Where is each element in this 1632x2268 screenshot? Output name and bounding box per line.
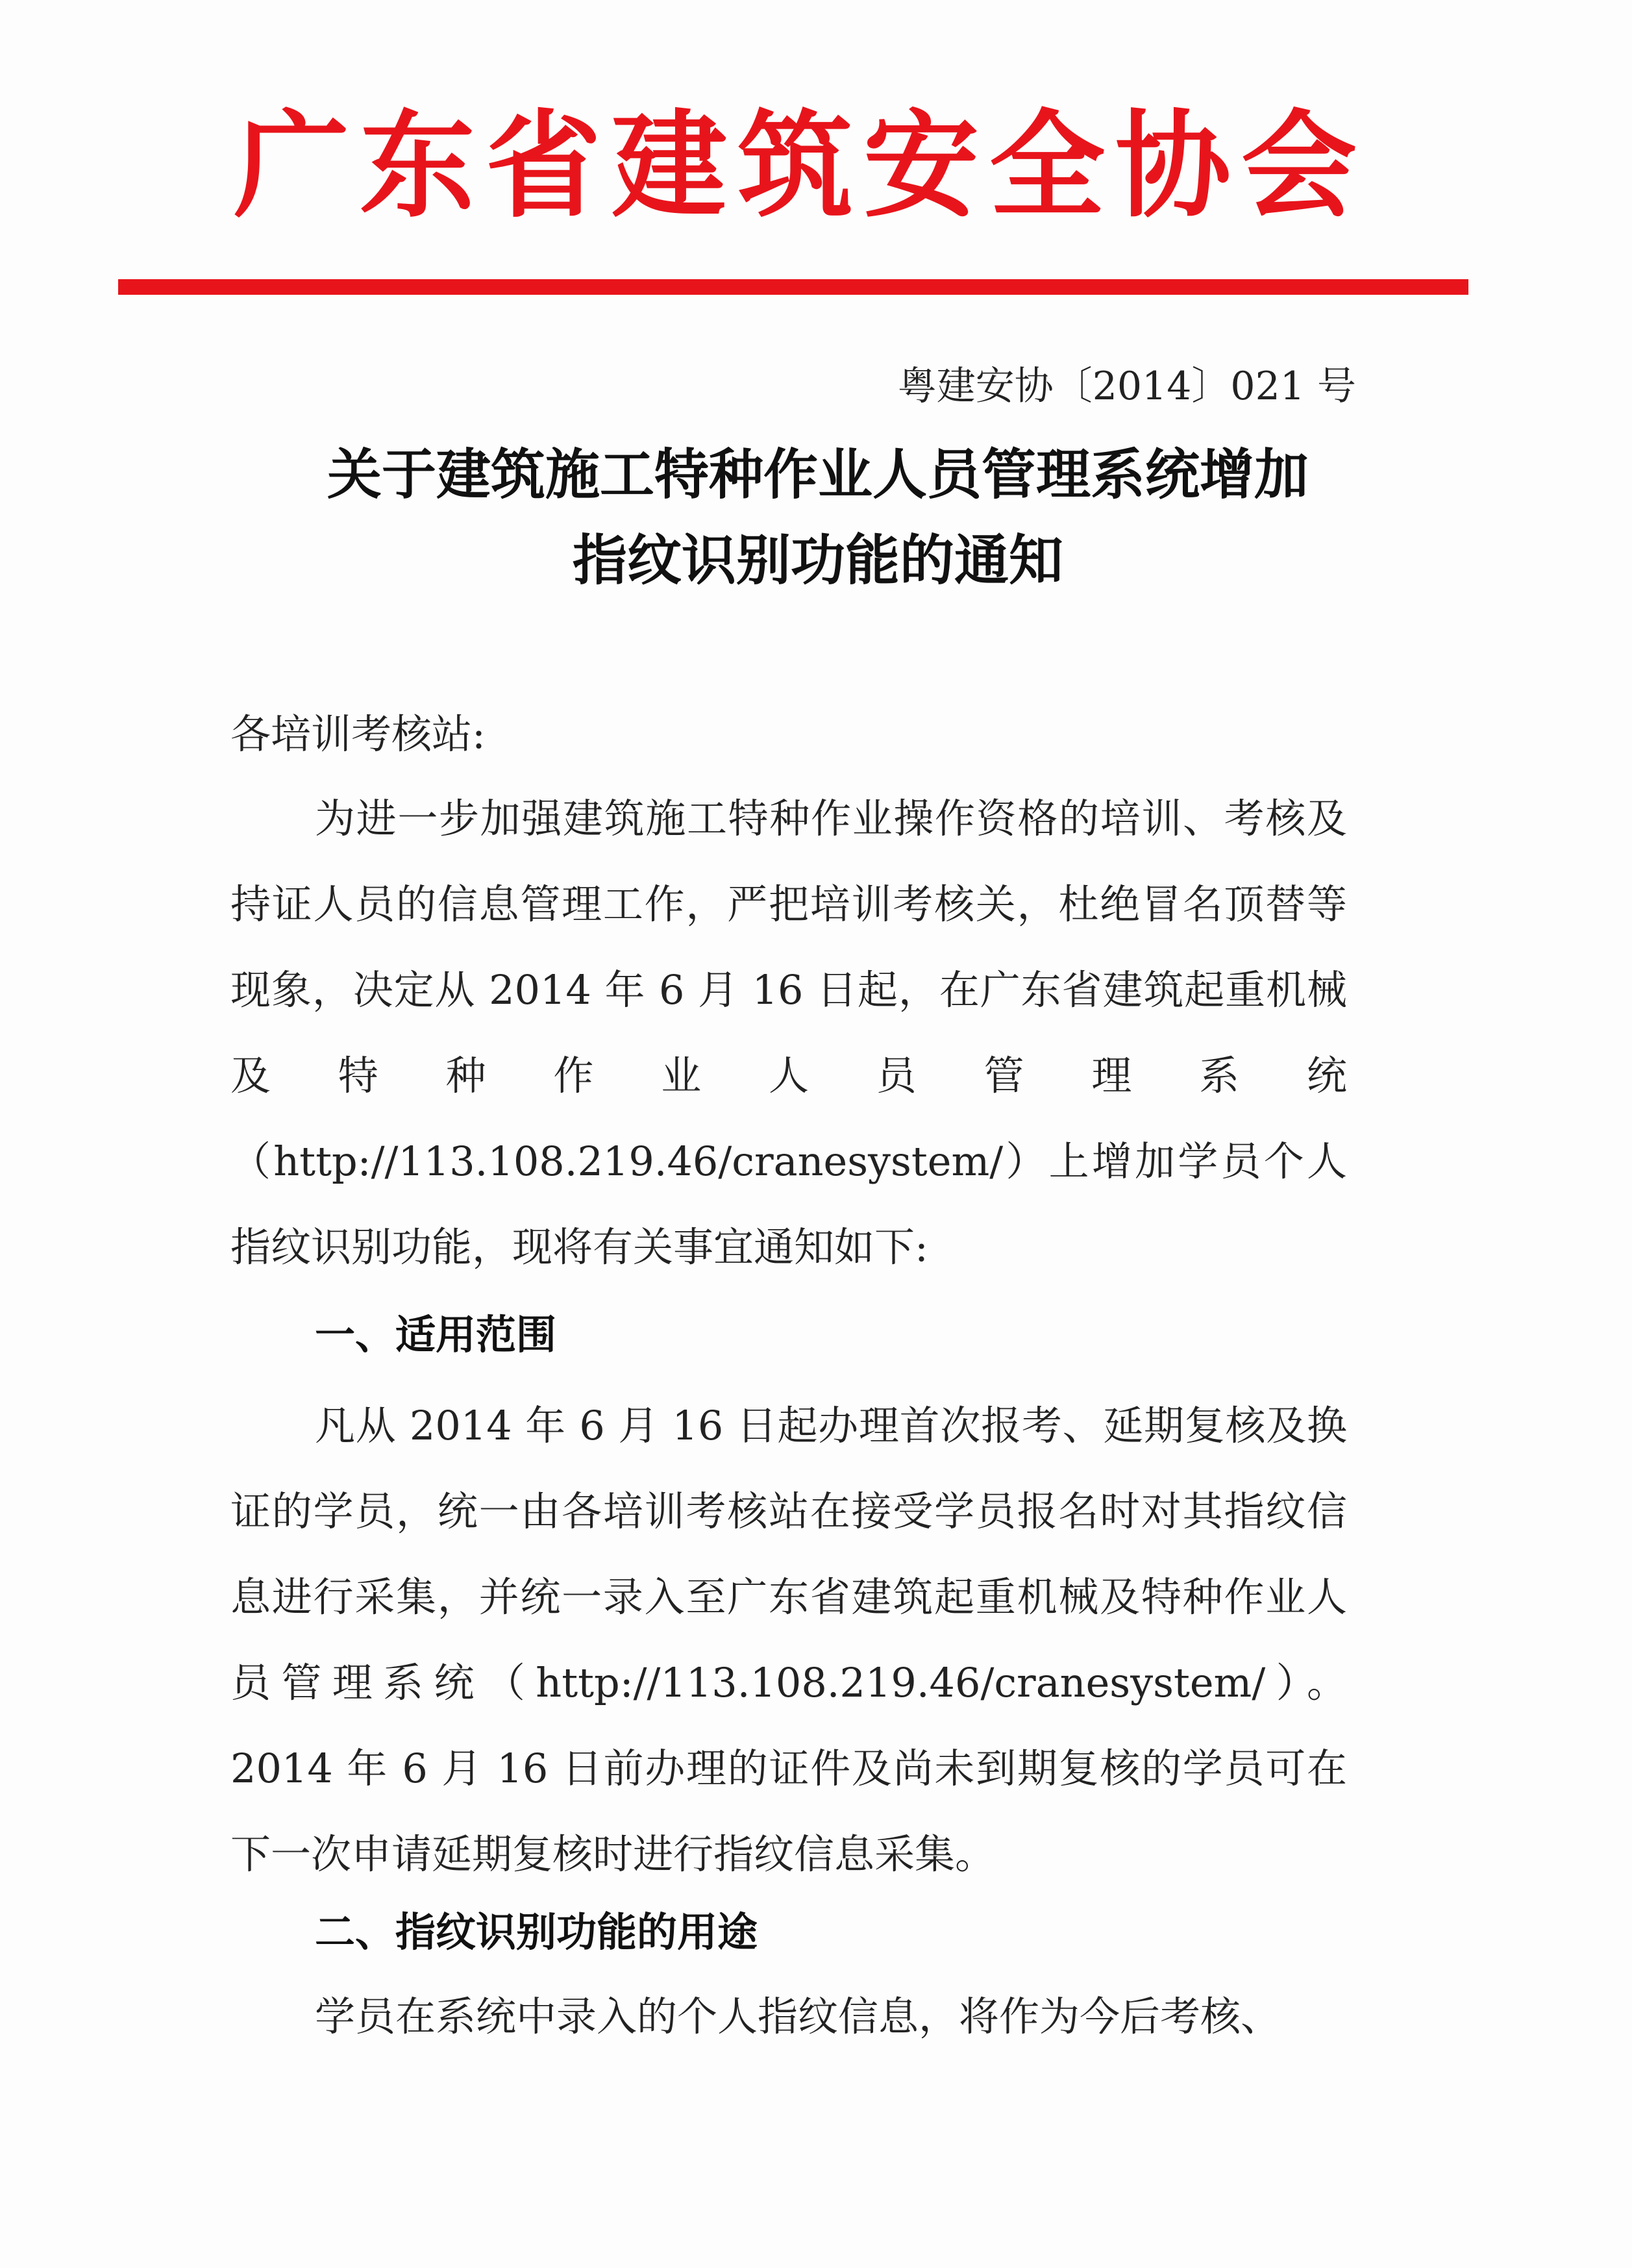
paragraph-purpose: 学员在系统中录入的个人指纹信息，将作为今后考核、 [315,1993,1281,2040]
organization-header: 广东省建筑安全协会 [234,97,1367,233]
document-title [195,432,1441,603]
paragraph-scope: 凡从 2014 年 6 月 16 日起办理首次报考、延期复核及换证的学员，统一由各培训考核站在接受学员报名时对其指纹信息进行采集，并统一录入至广东省建筑起重机械及特种作业人员管理系统（http://113.108.219.46/cranesystem/）。2014 年 6 月 16 日前办理的证件及尚未到期复核的学员可在下一次申请延期复核时进行指纹信息采集。 [230,1402,1347,1878]
document-title-line1: 关于建筑施工特种作业人员管理系统增加 [327,443,1309,506]
header-red-rule [118,279,1468,295]
document-number: 粤建安协〔2014〕021 号 [897,364,1356,409]
paragraph-intro: 为进一步加强建筑施工特种作业操作资格的培训、考核及持证人员的信息管理工作，严把培训考核关，杜绝冒名顶替等现象，决定从 2014 年 6 月 16 日起，在广东省建筑起重机械及特种作业人员管理系统（http://113.108.219.46/cranesystem/）上增加学员个人指纹识别功能，现将有关事宜通知如下: [230,795,1347,1271]
section-heading-purpose: 二、指纹识别功能的用途 [315,1908,758,1956]
document-title-line2: 指纹识别功能的通知 [572,529,1063,592]
salutation: 各培训考核站: [230,710,486,758]
section-heading-scope: 一、适用范围 [315,1311,557,1358]
